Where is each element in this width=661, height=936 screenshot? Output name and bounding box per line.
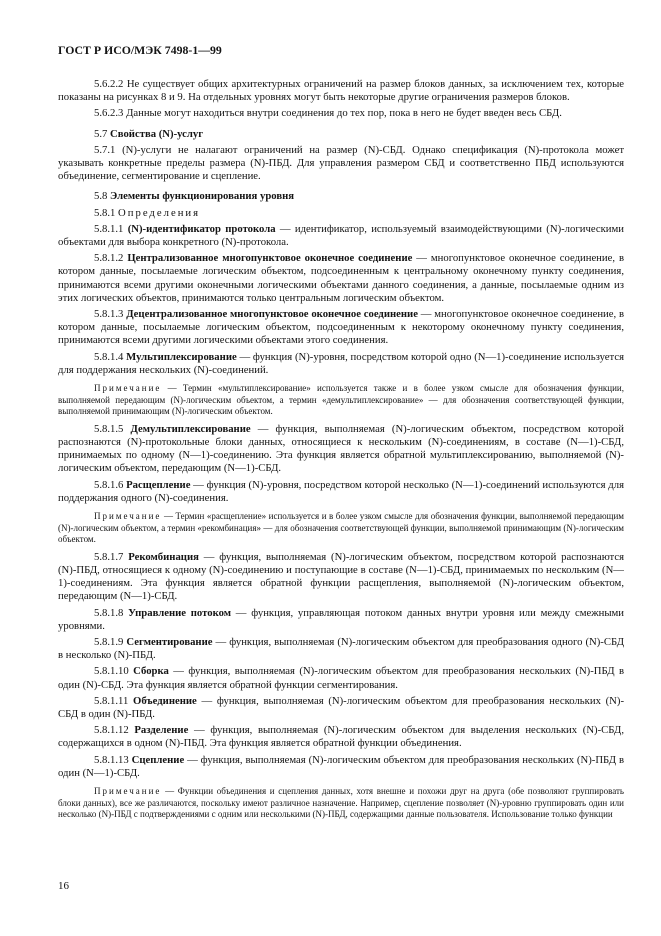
paragraph-text: — функция, выполняемая (N)-логическим объектом, посредством которой распознаются (N)-протокольные блоки данных, относящиеся к нескольким (N)-соединениям, в составе (N—1)-СБД, принимаемых по одному (N—1)-соединению. Эта функция является обратной мультиплексированию, выполняемой (N)-логическим объектом, передающим (N—1)-СБД.: [58, 422, 625, 475]
clause-number: 5.8.1.2: [94, 252, 124, 265]
paragraph-text: — функция, выполняемая (N)-логическим объектом для преобразования нескольких (N)-ПБД в один (N—1)-СБД.: [58, 753, 624, 779]
section-title: Элементы функционирования уровня: [110, 190, 295, 203]
clause-number: 5.8.1.6: [94, 478, 124, 491]
term: Расщепление: [126, 478, 191, 491]
paragraph-text: — многопунктовое оконечное соединение, в котором данные, посылаемые логическим объектом, подсоединенным к некоторому оконечному пункту соединения, принимаются всеми другими логическими объектами этого соединения.: [58, 308, 625, 347]
note: [58, 511, 624, 546]
paragraph: [58, 607, 624, 633]
paragraph-text: — функция (N)-уровня, посредством которой одно (N—1)-соединение используется для поддержания нескольких (N)-соединений.: [58, 350, 625, 376]
clause-number: 5.8.1.4: [94, 350, 124, 363]
clause-number: 5.8.1.5: [94, 422, 124, 435]
paragraph: [58, 665, 624, 691]
paragraph-text: — функция, выполняемая (N)-логическим объектом, посредством которой распознаются (N)-ПБД, относящиеся к одному (N)-соединению и поступающие в составе (N—1)-СБД, принимаемых по нескольким (N—1)-соединениям. Эта функция является обратной функции расщепления, выполняемой (N)-логическим объектом, передающим (N—1)-СБД.: [58, 550, 624, 603]
term: Децентрализованное многопунктовое оконечное соединение: [126, 308, 418, 321]
note-label: Примечание: [94, 511, 162, 522]
clause-number: 5.8.1.3: [94, 308, 124, 321]
term: Управление потоком: [128, 606, 232, 619]
paragraph: [58, 144, 624, 184]
paragraph: [58, 695, 624, 721]
paragraph-text: — функция, выполняемая (N)-логическим объектом для преобразования одного (N)-СБД в несколько (N)-ПБД.: [58, 636, 625, 662]
paragraph-text: — функция, выполняемая (N)-логическим объектом для преобразования нескольких (N)-ПБД в один (N)-СБД. Эта функция является обратной функции сегментирования.: [58, 665, 624, 691]
clause-number: 5.7: [94, 127, 108, 140]
clause-number: 5.8.1.1: [94, 222, 124, 235]
term: Сегментирование: [126, 636, 213, 649]
clause-number: 5.8: [94, 190, 108, 203]
section-heading: [58, 190, 624, 203]
page-number: 16: [58, 880, 69, 892]
term: Сцепление: [131, 753, 185, 766]
section-heading: [58, 128, 624, 141]
paragraph-text: — функция, выполняемая (N)-логическим объектом для преобразования нескольких (N)-СБД в один (N)-ПБД.: [58, 694, 625, 721]
note: [58, 383, 624, 418]
term: (N)-идентификатор протокола: [127, 222, 276, 235]
document-body: [58, 78, 624, 821]
term: Объединение: [133, 694, 197, 707]
paragraph: [58, 252, 624, 305]
clause-number: 5.7.1: [94, 143, 116, 156]
term: Мультиплексирование: [126, 350, 237, 363]
paragraph: [58, 78, 624, 104]
paragraph: [58, 423, 624, 476]
paragraph-text: — функция (N)-уровня, посредством которой несколько (N—1)-соединений используются для поддержания одного (N)-соединения.: [58, 478, 624, 504]
paragraph: [58, 107, 624, 120]
note-text: — Функции объединения и сцепления данных, хотя внешне и похожи друг на друга (обе позволяют группировать блоки данных), все же различаются, поскольку имеют различное назначение. Например, сцепление позволяет (N)-уровню группировать один или несколько (N)-ПБД с подтверждениями с одним или несколькими (N)-ПБД, содержащими данные пользователя. Использование только функции: [58, 786, 624, 820]
note-text: — Термин «расщепление» используется и в более узком смысле для обозначения функции, выполняемой передающим (N)-логическим объектом, а термин «рекомбинация» — для обозначения соответствующей функции, выполняемой принимающим (N)-логическим объектом.: [58, 511, 624, 545]
clause-number: 5.8.1.8: [94, 606, 124, 619]
paragraph: [58, 724, 624, 750]
clause-number: 5.8.1: [94, 206, 116, 219]
paragraph: [58, 351, 624, 377]
clause-number: 5.8.1.13: [94, 753, 129, 766]
definitions-heading: Определения: [118, 206, 201, 219]
paragraph: [58, 636, 624, 662]
clause-number: 5.6.2.2: [94, 78, 124, 90]
clause-number: 5.8.1.7: [94, 550, 124, 563]
document-page: [58, 43, 624, 826]
paragraph: [58, 207, 624, 220]
paragraph-text: Не существует общих архитектурных ограничений на размер блоков данных, за исключением тех, которые показаны на рисунках 8 и 9. На отдельных уровнях могут быть некоторые другие ограничения размеров блоков.: [58, 78, 624, 104]
term: Централизованное многопунктовое оконечное соединение: [127, 252, 413, 265]
paragraph-text: — многопунктовое оконечное соединение, в котором данные, посылаемые логическим объектом, подсоединенным к центральному оконечному пункту соединения, принимаются всеми другими оконечными логическими объектами данного соединения, а данные, посылаемые одним из этих логических объектов, принимаются только центральным логическим объектом.: [58, 252, 625, 304]
paragraph: [58, 479, 624, 505]
clause-number: 5.6.2.3: [94, 107, 124, 120]
clause-number: 5.8.1.10: [94, 665, 129, 678]
note: [58, 786, 624, 821]
paragraph-text: — идентификатор, используемый взаимодействующими (N)-логическими объектами для выбора конкретного (N)-протокола.: [58, 222, 624, 249]
clause-number: 5.8.1.12: [94, 724, 129, 737]
note-label: Примечание: [94, 383, 162, 394]
paragraph: [58, 308, 624, 348]
paragraph-text: Данные могут находиться внутри соединения до тех пор, пока в него не будет введен весь СБД.: [126, 107, 562, 120]
note-text: — Термин «мультиплексирование» используется также и в более узком смысле для обозначения функции, выполняемой передающим (N)-логическим объектом, а термин «демультиплексирование» — для обозначения соответствующей функции, выполняемой принимающим (N)-логическим объектом.: [58, 383, 624, 417]
term: Сборка: [133, 665, 169, 678]
term: Разделение: [134, 724, 189, 737]
paragraph: [58, 223, 624, 249]
paragraph-text: — функция, выполняемая (N)-логическим объектом для выделения нескольких (N)-СБД, содержащихся в одном (N)-ПБД. Эта функция является обратной функции объединения.: [58, 724, 624, 750]
term: Демультиплексирование: [130, 422, 251, 435]
paragraph: [58, 551, 624, 604]
document-header: ГОСТ Р ИСО/МЭК 7498-1—99: [58, 43, 222, 57]
term: Рекомбинация: [128, 550, 199, 563]
paragraph: [58, 754, 624, 780]
paragraph-text: — функция, управляющая потоком данных внутри уровня или между смежными уровнями.: [58, 606, 625, 632]
clause-number: 5.8.1.11: [94, 694, 129, 707]
section-title: Свойства (N)-услуг: [110, 127, 204, 140]
note-label: Примечание: [94, 786, 162, 797]
paragraph-text: (N)-услуги не налагают ограничений на размер (N)-СБД. Однако спецификация (N)-протокола может указывать конкретные пределы размера (N)-ПБД. Для управления размером СБД и соответственно ПБД используются объединение, сегментирование и сцепление.: [58, 143, 624, 183]
clause-number: 5.8.1.9: [94, 636, 124, 649]
